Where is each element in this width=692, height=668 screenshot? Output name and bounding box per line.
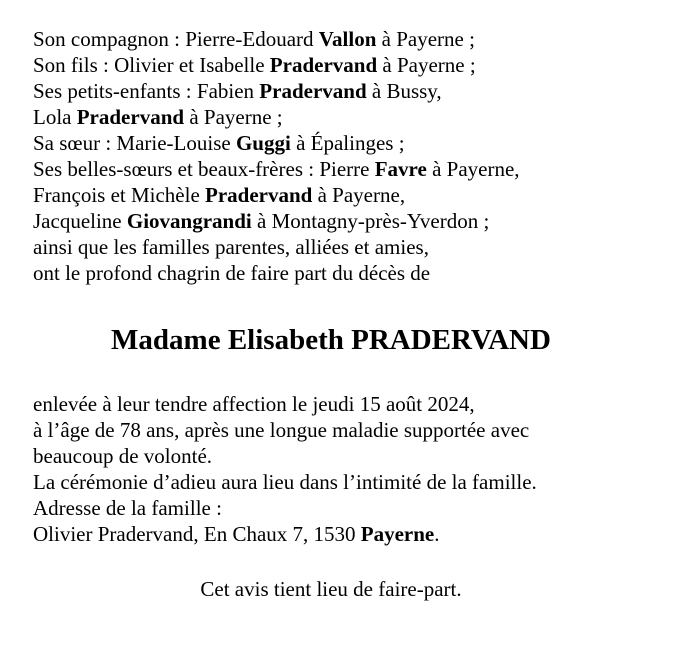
details-line-ceremony: La cérémonie d’adieu aura lieu dans l’intimité de la famille. <box>33 470 537 494</box>
family-line-in-laws-cont-2: Jacqueline Giovangrandi à Montagny-près-Yverdon ; <box>33 209 490 233</box>
details-line-date: enlevée à leur tendre affection le jeudi 15 août 2024, <box>33 392 475 416</box>
family-line-son: Son fils : Olivier et Isabelle Pradervand à Payerne ; <box>33 53 476 77</box>
details-line-address: Olivier Pradervand, En Chaux 7, 1530 Payerne. <box>33 522 440 546</box>
town: Payerne <box>360 522 435 546</box>
surname: Pradervand <box>269 53 378 77</box>
closing-note: Cet avis tient lieu de faire-part. <box>200 577 462 601</box>
family-line-companion: Son compagnon : Pierre-Edouard Vallon à Payerne ; <box>33 27 475 51</box>
details-line-age: à l’âge de 78 ans, après une longue maladie supportée avec <box>33 418 530 442</box>
surname: Guggi <box>235 131 291 155</box>
family-line-sister: Sa sœur : Marie-Louise Guggi à Épalinges ; <box>33 131 405 155</box>
family-list <box>33 26 520 286</box>
details-line-age-cont: beaucoup de volonté. <box>33 444 213 468</box>
family-line-grandchildren-cont: Lola Pradervand à Payerne ; <box>33 105 283 129</box>
surname: Giovangrandi <box>126 209 252 233</box>
deceased-name-heading: Madame Elisabeth PRADERVAND <box>111 324 551 356</box>
details-line-address-label: Adresse de la famille : <box>33 496 222 520</box>
family-line-announcement: ont le profond chagrin de faire part du décès de <box>33 261 431 285</box>
surname: Pradervand <box>259 79 367 103</box>
surname: Pradervand <box>76 105 185 129</box>
family-line-relatives: ainsi que les familles parentes, alliées et amies, <box>33 235 429 259</box>
details-block <box>33 391 537 547</box>
family-line-in-laws: Ses belles-sœurs et beaux-frères : Pierre Favre à Payerne, <box>33 157 520 181</box>
surname: Favre <box>374 157 427 181</box>
family-line-in-laws-cont: François et Michèle Pradervand à Payerne, <box>33 183 406 207</box>
surname: Pradervand <box>205 183 313 207</box>
surname: Vallon <box>318 27 377 51</box>
family-line-grandchildren: Ses petits-enfants : Fabien Pradervand à Bussy, <box>33 79 442 103</box>
